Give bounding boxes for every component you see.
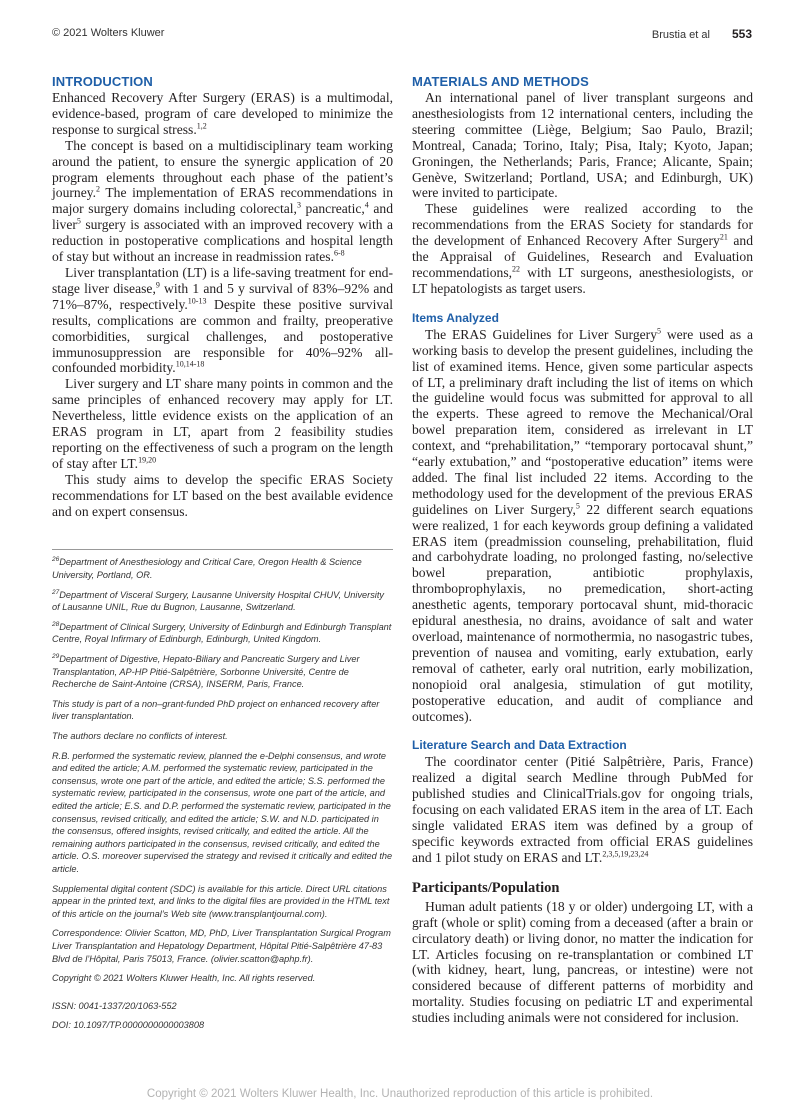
affiliation-number: 27 xyxy=(52,588,60,596)
affiliation-29 xyxy=(52,653,393,691)
doi: DOI: 10.1097/TP.0000000000003808 xyxy=(52,1020,205,1031)
left-column xyxy=(52,74,393,1039)
participants-heading: Participants/Population xyxy=(412,879,560,896)
correspondence-note: Correspondence: Olivier Scatton, MD, PhD, Liver Transplantation Surgical Program Liver Transplantation and Hepatology Department, Hôpital Pitié-Salpêtrière 47-83 Blvd de l’Hôpital, Paris 75013, France. (olivier.scatton@aphp.fr). xyxy=(52,928,391,964)
citation: 1,2 xyxy=(196,121,207,131)
intro-p2-text-b: The implementation of ERAS recommendations in major surgery domains including colorectal, xyxy=(52,185,393,217)
literature-search-heading: Literature Search and Data Extraction xyxy=(412,738,627,753)
funding-note: This study is part of a non–grant-funded PhD project on enhanced recovery after liver transplantation. xyxy=(52,698,380,722)
copyright-note: Copyright © 2021 Wolters Kluwer Health, Inc. All rights reserved. xyxy=(52,973,316,984)
methods-heading: MATERIALS AND METHODS xyxy=(412,74,589,89)
citation: 2,3,5,19,23,24 xyxy=(602,849,649,859)
journal-copyright-header: © 2021 Wolters Kluwer xyxy=(52,27,165,39)
affiliation-number: 26 xyxy=(52,556,60,564)
methods-paragraph-1: An international panel of liver transplant surgeons and anesthesiologists from 12 international centers, including the steering committee (Liège, Belgium; Sao Paulo, Brazil; Montreal, Canada; Torino, Italy; Pisa, Italy; Kyoto, Japan; Groningen, the Netherlands; Paris, France; Alicante, Spain; Genève, Switzerland; Portland, USA; and Edinburgh, UK) were invited to participate. xyxy=(412,90,753,201)
methods-p2-text-b: and the Appraisal of Guidelines, Research and Evaluation recommendations, xyxy=(412,233,754,280)
intro-p1-text: Enhanced Recovery After Surgery (ERAS) is a multimodal, evidence-based, program of care developed to minimize the response to surgical stress. xyxy=(52,90,393,137)
affiliation-27 xyxy=(52,589,393,614)
search-paragraph xyxy=(412,754,753,865)
citation: 10,14-18 xyxy=(175,359,205,369)
intro-p3-text-a: Liver transplantation (LT) is a life-saving treatment for end-stage liver disease, xyxy=(52,264,393,296)
citation: 2 xyxy=(96,184,101,194)
affiliation-text: Department of Visceral Surgery, Lausanne University Hospital CHUV, University of Lausanne UNIL, Rue du Bugnon, Lausanne, Switzerland. xyxy=(52,589,384,613)
citation: 19,20 xyxy=(138,455,157,465)
items-text-c: 22 different search equations were realized, 1 for each keywords group defining a validated ERAS item (preadmission counseling, prehabilitation, fluid and carbohydrate loading, no prolonged fasting, no/selective bowel preparation, antibiotic prophylaxis, thromboprophylaxis, no premedication, short-acting anesthetic agents, temporary portocaval shunt, mid-thoracic epidural anesthesia, no drains, avoidance of salt and water overload, maintenance of normothermia, no nasogastric tubes, prevention of nausea and vomiting, early extubation, early removal of catheter, early oral nutrition, early mobilization, nonopioid oral analgesia, stimulation of gut motility, postoperative education, and audit of compliance and outcomes). xyxy=(412,501,753,724)
right-column xyxy=(412,74,753,1026)
introduction-heading: INTRODUCTION xyxy=(52,74,153,89)
citation: 4 xyxy=(364,200,369,210)
citation: 5 xyxy=(657,326,661,336)
page-number: 553 xyxy=(731,27,752,41)
running-header-authors: Brustia et al xyxy=(651,29,710,41)
contributions-note: R.B. performed the systematic review, planned the e-Delphi consensus, and wrote and edited the article; A.M. performed the systematic review, participated in the consensus, wrote one part of the article, and edited the article; S.S. performed the systematic review, participated in the consensus, wrote one part of the article, and edited the article; E.S. and D.P. performed the systematic review, participated in the consensus, revised critically, and edited the article; S.W. and N.D. participated in the consensus, offered insights, revised critically, and edited the article. All the remaining authors participated in the consensus, revised critically, and edited the article. O.S. moreover supervised the strategy and revised it critically and edited the article. xyxy=(52,750,393,874)
sdc-note: Supplemental digital content (SDC) is available for this article. Direct URL citations appear in the printed text, and links to the digital files are provided in the HTML text of this article on the journal’s Web site (www.transplantjournal.com). xyxy=(52,883,390,919)
intro-p2-text-e: surgery is associated with an improved recovery with a reduction in postoperative complications and hospital length of stay but without an increase in readmission rates. xyxy=(52,217,393,265)
methods-p2-text-c: with LT surgeons, anesthesiologists, or LT hepatologists as target users. xyxy=(412,264,753,296)
intro-paragraph-3 xyxy=(52,265,393,376)
page-footer-copyright: Copyright © 2021 Wolters Kluwer Health, Inc. Unauthorized reproduction of this article is prohibited. xyxy=(146,1088,654,1100)
affiliation-26 xyxy=(52,556,393,581)
affiliation-number: 28 xyxy=(52,620,60,628)
participants-paragraph: Human adult patients (18 y or older) undergoing LT, with a graft (whole or split) coming from a deceased (after a brain or circulatory death) or living donor, no matter the indication for LT. Articles focusing on re-transplantation or combined LT (with kidney, heart, lung, pancreas, or intestine) were not considered because of different patterns of morbidity and mortality. Studies focusing on pediatric LT and experimental studies including animals were not considered for inclusion. xyxy=(412,898,753,1026)
affiliation-text: Department of Anesthesiology and Critical Care, Oregon Health & Science University, Portland, OR. xyxy=(52,557,362,581)
intro-p2-text-c: pancreatic, xyxy=(300,201,365,217)
citation: 5 xyxy=(575,501,580,511)
affiliation-number: 29 xyxy=(52,652,60,660)
affiliation-28 xyxy=(52,621,393,646)
intro-paragraph-1 xyxy=(52,90,393,138)
citation: 10-13 xyxy=(187,296,207,306)
citation: 21 xyxy=(719,232,728,242)
items-analyzed-heading: Items Analyzed xyxy=(412,310,499,325)
affiliation-text: Department of Clinical Surgery, University of Edinburgh and Edinburgh Transplant Centre, Royal Infirmary of Edinburgh, Edinburgh, United Kingdom. xyxy=(52,621,392,645)
search-text: The coordinator center (Pitié Salpêtrière, Paris, France) realized a digital search Medline through PubMed for published studies and ClinicalTrials.gov for ongoing trials, focusing on each validated ERAS item in the area of LT. Each single validated ERAS item was defined by a group of specific keywords extracted from official ERAS guidelines and 1 pilot study on ERAS and LT. xyxy=(412,754,753,865)
intro-paragraph-2 xyxy=(52,138,393,265)
intro-p2-text-a: The concept is based on a multidisciplinary team working around the patient, to ensure the synergic application of 20 program elements throughout each phase of the patient’s journey. xyxy=(52,137,393,201)
citation: 9 xyxy=(155,280,160,290)
intro-p3-text-b: with 1 and 5 y survival of 83%–92% and 71%–87%, respectively. xyxy=(52,280,394,312)
citation: 5 xyxy=(76,216,81,226)
intro-paragraph-5: This study aims to develop the specific ERAS Society recommendations for LT based on the best available evidence and on expert consensus. xyxy=(52,471,393,519)
affiliation-text: Department of Digestive, Hepato-Biliary and Pancreatic Surgery and Liver Transplantation, AP-HP Pitié-Salpêtrière, Sorbonne Université, Centre de Recherche de Saint-Antoine (CRSA), INSERM, Paris, France. xyxy=(52,654,360,690)
items-text-b: were used as a working basis to develop the present guidelines, including the list of examined items. Hence, given some particular aspects of LT, a preliminary draft including the list of items on which the guideline would focus was submitted for approval to all the experts. These agreed to remove the Mechanical/Oral bowel preparation item, considered as irrelevant in LT context, and “prehabilitation,” “temporary portocaval shunt,” “early extubation,” and “postoperative education” items were added. The final list included 22 items. According to the methodology used for the development of the previous ERAS guidelines on Liver Surgery, xyxy=(412,326,753,517)
issn: ISSN: 0041-1337/20/1063-552 xyxy=(52,1000,177,1011)
intro-paragraph-4 xyxy=(52,376,393,471)
citation: 22 xyxy=(512,264,521,274)
items-text-a: The ERAS Guidelines for Liver Surgery xyxy=(425,326,657,342)
conflicts-note: The authors declare no conflicts of interest. xyxy=(52,731,228,741)
intro-p2-text-d: and liver xyxy=(52,201,393,233)
citation: 3 xyxy=(296,200,301,210)
intro-p3-text-c: Despite these positive survival results, complications are common and frailty, preoperative comorbidities, surgical challenges, and postoperative immunosuppression are responsible for 40%–92% all-confounded morbidity. xyxy=(52,296,393,376)
methods-paragraph-2 xyxy=(412,201,753,296)
methods-p2-text-a: These guidelines were realized according to the recommendations from the ERAS Society for standards for the development of Enhanced Recovery After Surgery xyxy=(412,201,753,249)
intro-p4-text: Liver surgery and LT share many points in common and the same principles of enhanced recovery may apply for LT. Nevertheless, little evidence exists on the application of an ERAS program in LT, apart from 2 feasibility studies reporting on the effectiveness of such a program on the length of stay after LT. xyxy=(52,376,393,471)
running-header xyxy=(652,27,752,41)
citation: 6-8 xyxy=(334,248,345,258)
items-paragraph xyxy=(412,327,753,725)
